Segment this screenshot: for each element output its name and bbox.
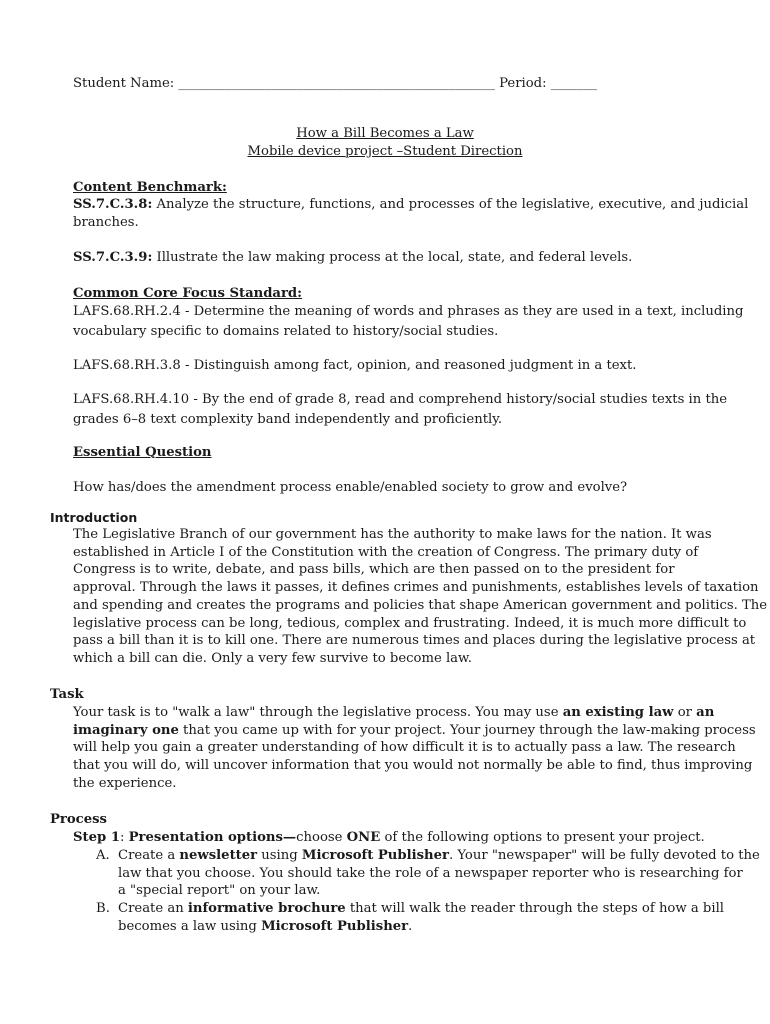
task-line: will help you gain a greater understanding of how difficult it is to actually pass a law. The research [73,740,736,756]
option-a-line-3: a "special report" on your law. [118,883,321,899]
benchmark-2-line-1 [73,249,632,267]
task-emphasis: imaginary one [73,722,179,738]
option-emphasis: informative brochure [187,901,346,917]
option-text: . [408,918,413,934]
cc-3-line-2: grades 6–8 text complexity band independently and proficiently. [73,412,503,427]
option-emphasis: Microsoft Publisher [261,918,409,934]
task-text: that you came up with for your project. Your journey through the law-making process [178,722,756,738]
step-1-colon: : [120,830,129,845]
intro-line: pass a bill than it is to kill one. There are numerous times and places during the legislative process at [73,633,756,649]
option-text: that will walk the reader through the steps of how a bill [345,901,725,917]
cc-3-line-1: LAFS.68.RH.4.10 - By the end of grade 8, read and comprehend history/social studies texts in the [73,392,728,407]
option-a-marker: A. [96,848,110,863]
option-a-line-1 [118,847,760,865]
task-line-1 [73,704,714,722]
step-1-line [73,829,705,847]
intro-line: The Legislative Branch of our government has the authority to make laws for the nation. It was [73,527,712,542]
cc-1-line-1: LAFS.68.RH.2.4 - Determine the meaning of words and phrases as they are used in a text, including [73,304,744,319]
benchmark-2-code: SS.7.C.3.9: [73,250,153,265]
option-emphasis: Microsoft Publisher [301,848,449,863]
option-a-line-2: law that you choose. You should take the role of a newspaper reporter who is researching for [118,865,743,881]
process-heading: Process [50,812,107,827]
option-b-line-2 [118,918,412,936]
benchmark-1-line-2: branches. [73,215,139,230]
option-b-marker: B. [96,901,110,917]
step-1-text: choose [296,830,347,845]
period-label: Period: [499,76,547,91]
task-text: or [673,705,697,720]
cc-2-line-1: LAFS.68.RH.3.8 - Distinguish among fact, opinion, and reasoned judgment in a text. [73,358,637,373]
benchmark-1-code: SS.7.C.3.8: [73,197,153,212]
option-b-line-1 [118,900,724,918]
introduction-heading: Introduction [50,510,138,525]
period-blank: _______ [550,76,597,91]
cc-1-line-2: vocabulary specific to domains related to history/social studies. [73,324,499,339]
task-line: the experience. [73,775,177,791]
benchmark-1-line-1 [73,196,748,214]
intro-line: established in Article I of the Constitution with the creation of Congress. The primary duty of [73,544,699,560]
option-emphasis: newsletter [179,848,258,863]
option-text: Create an [118,901,188,917]
option-text: . Your "newspaper" will be fully devoted to the [448,848,760,863]
task-line-2 [73,722,756,740]
common-core-heading: Common Core Focus Standard: [73,286,303,301]
benchmark-1-text: Analyze the structure, functions, and processes of the legislative, executive, and judicial [152,197,749,212]
essential-question-text: How has/does the amendment process enable/enabled society to grow and evolve? [73,480,628,495]
option-text: using [257,848,302,863]
intro-line: and spending and creates the programs and policies that shape American government and politics. The [73,597,768,613]
title-line-1: How a Bill Becomes a Law [296,126,474,141]
benchmark-2-text: Illustrate the law making process at the local, state, and federal levels. [152,250,633,265]
student-name-blank: ________________________________________________ [178,76,495,91]
step-1-one: ONE [346,830,381,845]
task-line: that you will do, will uncover information that you would not normally be able to find, thus improving [73,758,753,774]
student-header [73,75,597,93]
intro-line: Congress is to write, debate, and pass bills, which are then passed on to the president for [73,562,675,578]
step-1-title: Presentation options— [128,830,297,845]
content-benchmark-heading: Content Benchmark: [73,180,227,195]
task-heading: Task [50,687,84,702]
intro-line: legislative process can be long, tedious, complex and frustrating. Indeed, it is much more difficult to [73,615,747,631]
intro-line: which a bill can die. Only a very few survive to become law. [73,650,472,666]
task-emphasis: an [696,705,715,720]
title-line-2: Mobile device project –Student Direction [247,144,523,159]
task-text: Your task is to "walk a law" through the legislative process. You may use [73,705,563,720]
option-text: Create a [118,848,180,863]
essential-question-heading: Essential Question [73,445,212,460]
step-1-text: of the following options to present your project. [380,830,705,845]
intro-line: approval. Through the laws it passes, it defines crimes and punishments, establishes levels of taxation [73,580,759,596]
task-emphasis: an existing law [562,705,674,720]
student-name-label: Student Name: [73,76,175,91]
step-1-label: Step 1 [73,830,120,845]
option-text: becomes a law using [118,918,262,934]
